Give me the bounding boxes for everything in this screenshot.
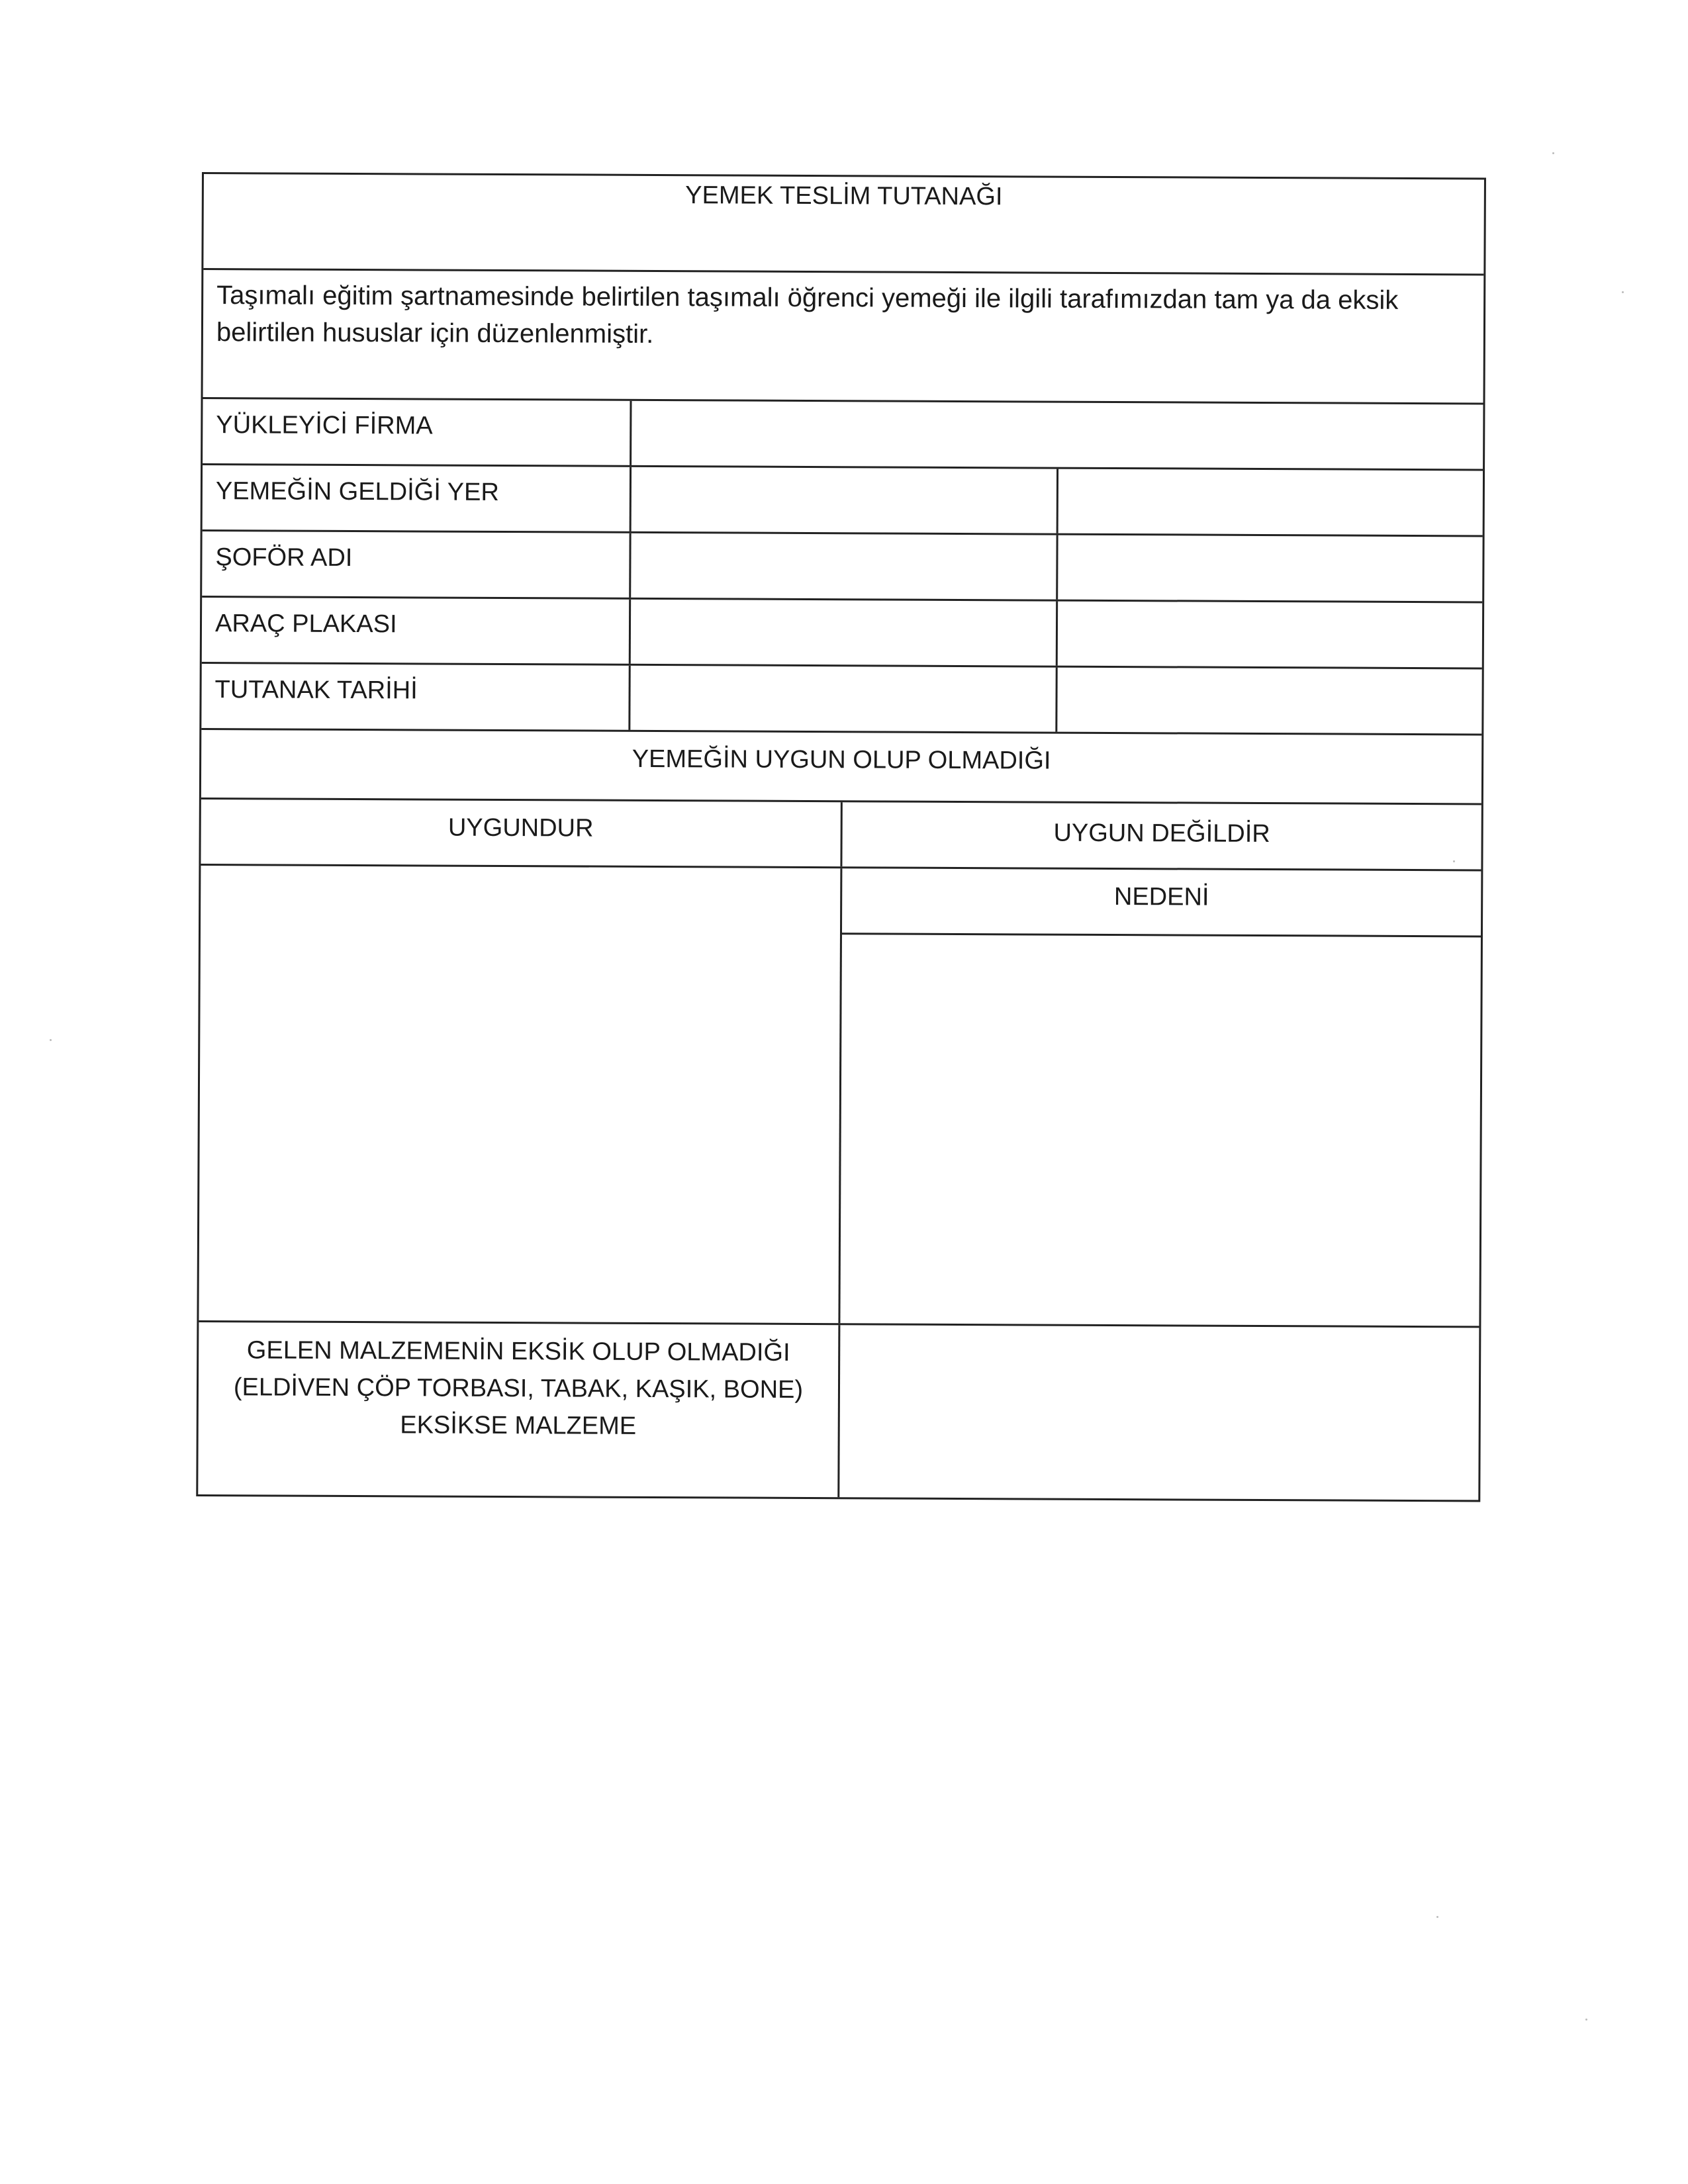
field-label-supplier: YÜKLEYİCİ FİRMA	[216, 411, 433, 440]
scan-speck	[1453, 860, 1455, 862]
field-row-date	[201, 664, 1481, 735]
field-value-origin-1[interactable]	[630, 467, 1056, 533]
suitability-heading-row	[201, 730, 1481, 805]
scan-speck	[1552, 152, 1554, 154]
field-row-plate	[202, 598, 1482, 669]
field-value-plate-1[interactable]	[629, 600, 1056, 666]
field-row-driver	[202, 531, 1482, 603]
material-label-line-2: (ELDİVEN ÇÖP TORBASI, TABAK, KAŞIK, BONE)	[233, 1373, 804, 1404]
suitable-label: UYGUNDUR	[447, 813, 594, 842]
field-value-date-1[interactable]	[628, 666, 1055, 732]
field-value-date-2[interactable]	[1055, 668, 1481, 734]
reason-label: NEDENİ	[842, 868, 1481, 937]
not-suitable-column	[838, 868, 1481, 1326]
delivery-report-form	[196, 172, 1486, 1502]
form-title: YEMEK TESLİM TUTANAĞI	[685, 181, 1003, 211]
suitability-heading: YEMEĞİN UYGUN OLUP OLMADIĞI	[632, 745, 1051, 775]
field-value-supplier[interactable]	[630, 401, 1483, 469]
field-row-supplier	[203, 399, 1483, 471]
material-label	[198, 1322, 838, 1497]
intro-text: Taşımalı eğitim şartnamesinde belirtilen taşımalı öğrenci yemeği ile ilgili tarafımızdan tam ya da eksik belirtilen hususlar için düzenlenmiştir.	[216, 281, 1399, 349]
not-suitable-label: UYGUN DEĞİLDİR	[840, 802, 1481, 869]
field-value-origin-2[interactable]	[1056, 469, 1483, 535]
field-row-origin	[203, 465, 1483, 537]
scan-speck	[1622, 291, 1624, 293]
intro-row	[203, 270, 1484, 404]
scan-speck	[1436, 1916, 1438, 1918]
field-label-origin: YEMEĞİN GELDİĞİ YER	[215, 477, 499, 506]
scan-speck	[1585, 2019, 1587, 2021]
field-label-driver: ŞOFÖR ADI	[215, 543, 353, 572]
suitability-body-row	[199, 866, 1481, 1328]
field-label-date: TUTANAK TARİHİ	[214, 676, 418, 705]
reason-notes-area[interactable]	[840, 934, 1481, 1326]
scan-speck	[50, 1039, 52, 1041]
field-value-driver-2[interactable]	[1056, 535, 1482, 602]
material-label-line-1: GELEN MALZEMENİN EKSİK OLUP OLMADIĞI	[246, 1336, 790, 1367]
field-value-driver-1[interactable]	[629, 533, 1056, 600]
suitable-notes-area[interactable]	[199, 866, 840, 1323]
field-label-plate: ARAÇ PLAKASI	[214, 610, 397, 639]
material-label-line-3: EKSİKSE MALZEME	[400, 1411, 637, 1440]
material-value-area[interactable]	[837, 1325, 1479, 1500]
title-row	[203, 174, 1484, 275]
suitability-columns-row	[201, 799, 1481, 871]
field-value-plate-2[interactable]	[1056, 602, 1482, 668]
material-row	[198, 1322, 1479, 1500]
